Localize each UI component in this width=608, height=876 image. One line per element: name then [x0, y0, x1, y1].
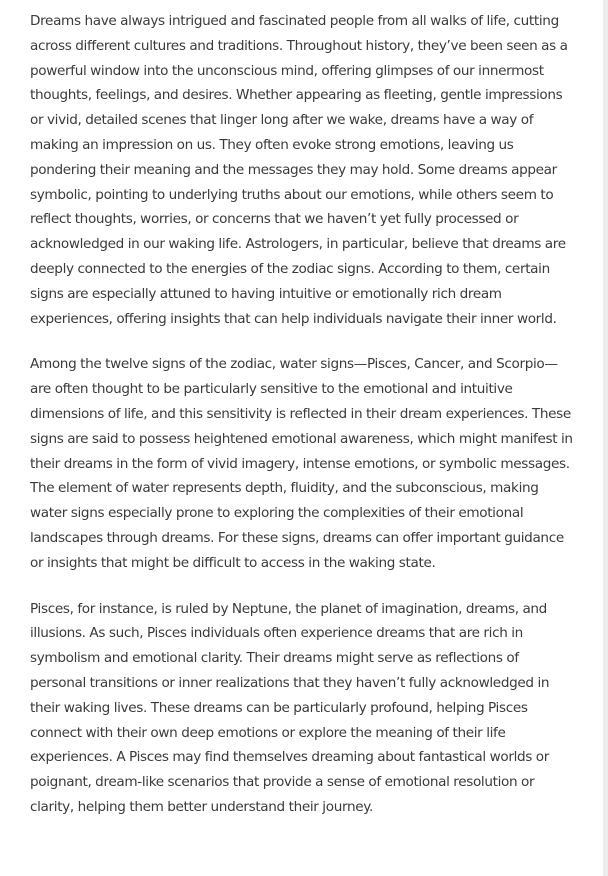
paragraph-water-signs: Among the twelve signs of the zodiac, water signs—Pisces, Cancer, and Scorpio—are often thought to be particularly sensitive to the emotional and intuitive dimensions of life, and this sensitivity is reflected in their dream experiences. These signs are said to possess heightened emotional awareness, which might manifest in their dreams in the form of vivid imagery, intense emotions, or symbolic messages. The element of water represents depth, fluidity, and the subconscious, making water signs especially prone to exploring the complexities of their emotional landscapes through dreams. For these signs, dreams can offer important guidance or insights that might be difficult to access in the waking state.: [30, 356, 573, 571]
paragraph-pisces: Pisces, for instance, is ruled by Neptune, the planet of imagination, dreams, and illusions. As such, Pisces individuals often experience dreams that are rich in symbolism and emotional clarity. Their dreams might serve as reflections of personal transitions or inner realizations that they haven’t fully acknowledged in their waking lives. These dreams can be particularly profound, helping Pisces connect with their own deep emotions or explore the meaning of their life experiences. A Pisces may find themselves dreaming about fantastical worlds or poignant, dream-like scenarios that provide a sense of emotional resolution or clarity, helping them better understand their journey.: [30, 600, 550, 815]
paragraph-dreams-intro: Dreams have always intrigued and fascinated people from all walks of life, cutting across different cultures and traditions. Throughout history, they’ve been seen as a powerful window into the unconscious mind, offering glimpses of our innermost thoughts, feelings, and desires. Whether appearing as fleeting, gentle impressions or vivid, detailed scenes that linger long after we wake, dreams have a way of making an impression on us. They often evoke strong emotions, leaving us pondering their meaning and the messages they may hold. Some dreams appear symbolic, pointing to underlying truths about our emotions, while others seem to reflect thoughts, worries, or concerns that we haven’t yet fully processed or acknowledged in our waking life. Astrologers, in particular, believe that dreams are deeply connected to the energies of the zodiac signs. According to them, certain signs are especially attuned to having intuitive or emotionally rich dream experiences, offering insights that can help individuals navigate their inner world.: [30, 13, 568, 327]
scrollbar-track[interactable]: [603, 0, 608, 876]
article-body: [30, 9, 576, 841]
